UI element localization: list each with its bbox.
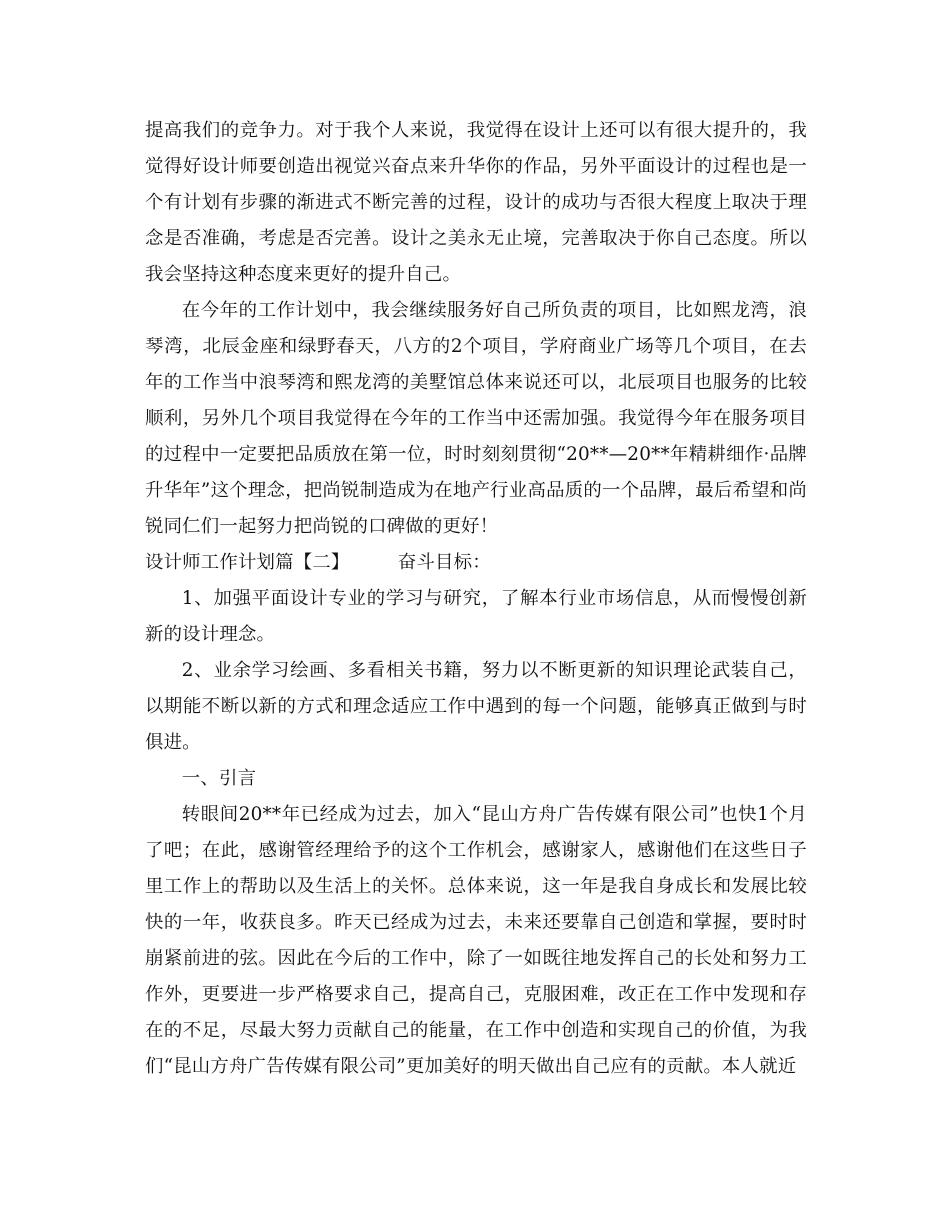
paragraph-work-plan: 在今年的工作计划中，我会继续服务好自己所负责的项目，比如熙龙湾，浪琴湾，北辰金座和绿野春天，八方的2个项目，学府商业广场等几个项目，在去年的工作当中浪琴湾和熙龙湾的美墅馆总体来说还可以，北辰项目也服务的比较顺利，另外几个项目我觉得在今年的工作当中还需加强。我觉得今年在服务项目的过程中一定要把品质放在第一位，时时刻刻贯彻“20**—20**年精耕细作·品牌升华年”这个理念，把尚锐制造成为在地产行业高品质的一个品牌，最后希望和尚锐同仁们一起努力把尚锐的口碑做的更好！ bbox=[145, 300, 807, 537]
paragraph-introduction: 转眼间20**年已经成为过去，加入“昆山方舟广告传媒有限公司”也快1个月了吧；在此，感谢管经理给予的这个工作机会，感谢家人，感谢他们在这些日子里工作上的帮助以及生活上的关怀。总体来说，这一年是我自身成长和发展比较快的一年，收获良多。昨天已经成为过去，未来还要靠自己创造和掌握，要时时崩紧前进的弦。因此在今后的工作中，除了一如既往地发挥自己的长处和努力工作外，更要进一步严格要求自己，提高自己，克服困难，改正在工作中发现和存在的不足，尽最大努力贡献自己的能量，在工作中创造和实现自己的价值，为我们“昆山方舟广告传媒有限公司”更加美好的明天做出自己应有的贡献。本人就近 bbox=[145, 804, 807, 1077]
section-heading: 设计师工作计划篇【二】 奋斗目标： bbox=[145, 552, 491, 573]
goal-item-2: 2、业余学习绘画、多看相关书籍，努力以不断更新的知识理论武装自己，以期能不断以新的方式和理念适应工作中遇到的每一个问题，能够真正做到与时俱进。 bbox=[145, 660, 807, 753]
paragraph-competitiveness: 提高我们的竞争力。对于我个人来说，我觉得在设计上还可以有很大提升的，我觉得好设计师要创造出视觉兴奋点来升华你的作品，另外平面设计的过程也是一个有计划有步骤的渐进式不断完善的过程，设计的成功与否很大程度上取决于理念是否准确，考虑是否完善。设计之美永无止境，完善取决于你自己态度。所以我会坚持这种态度来更好的提升自己。 bbox=[145, 120, 807, 285]
section-introduction-title: 一、引言 bbox=[181, 768, 257, 789]
goal-item-1: 1、加强平面设计专业的学习与研究，了解本行业市场信息，从而慢慢创新新的设计理念。 bbox=[145, 588, 807, 645]
document-body bbox=[145, 113, 807, 1085]
